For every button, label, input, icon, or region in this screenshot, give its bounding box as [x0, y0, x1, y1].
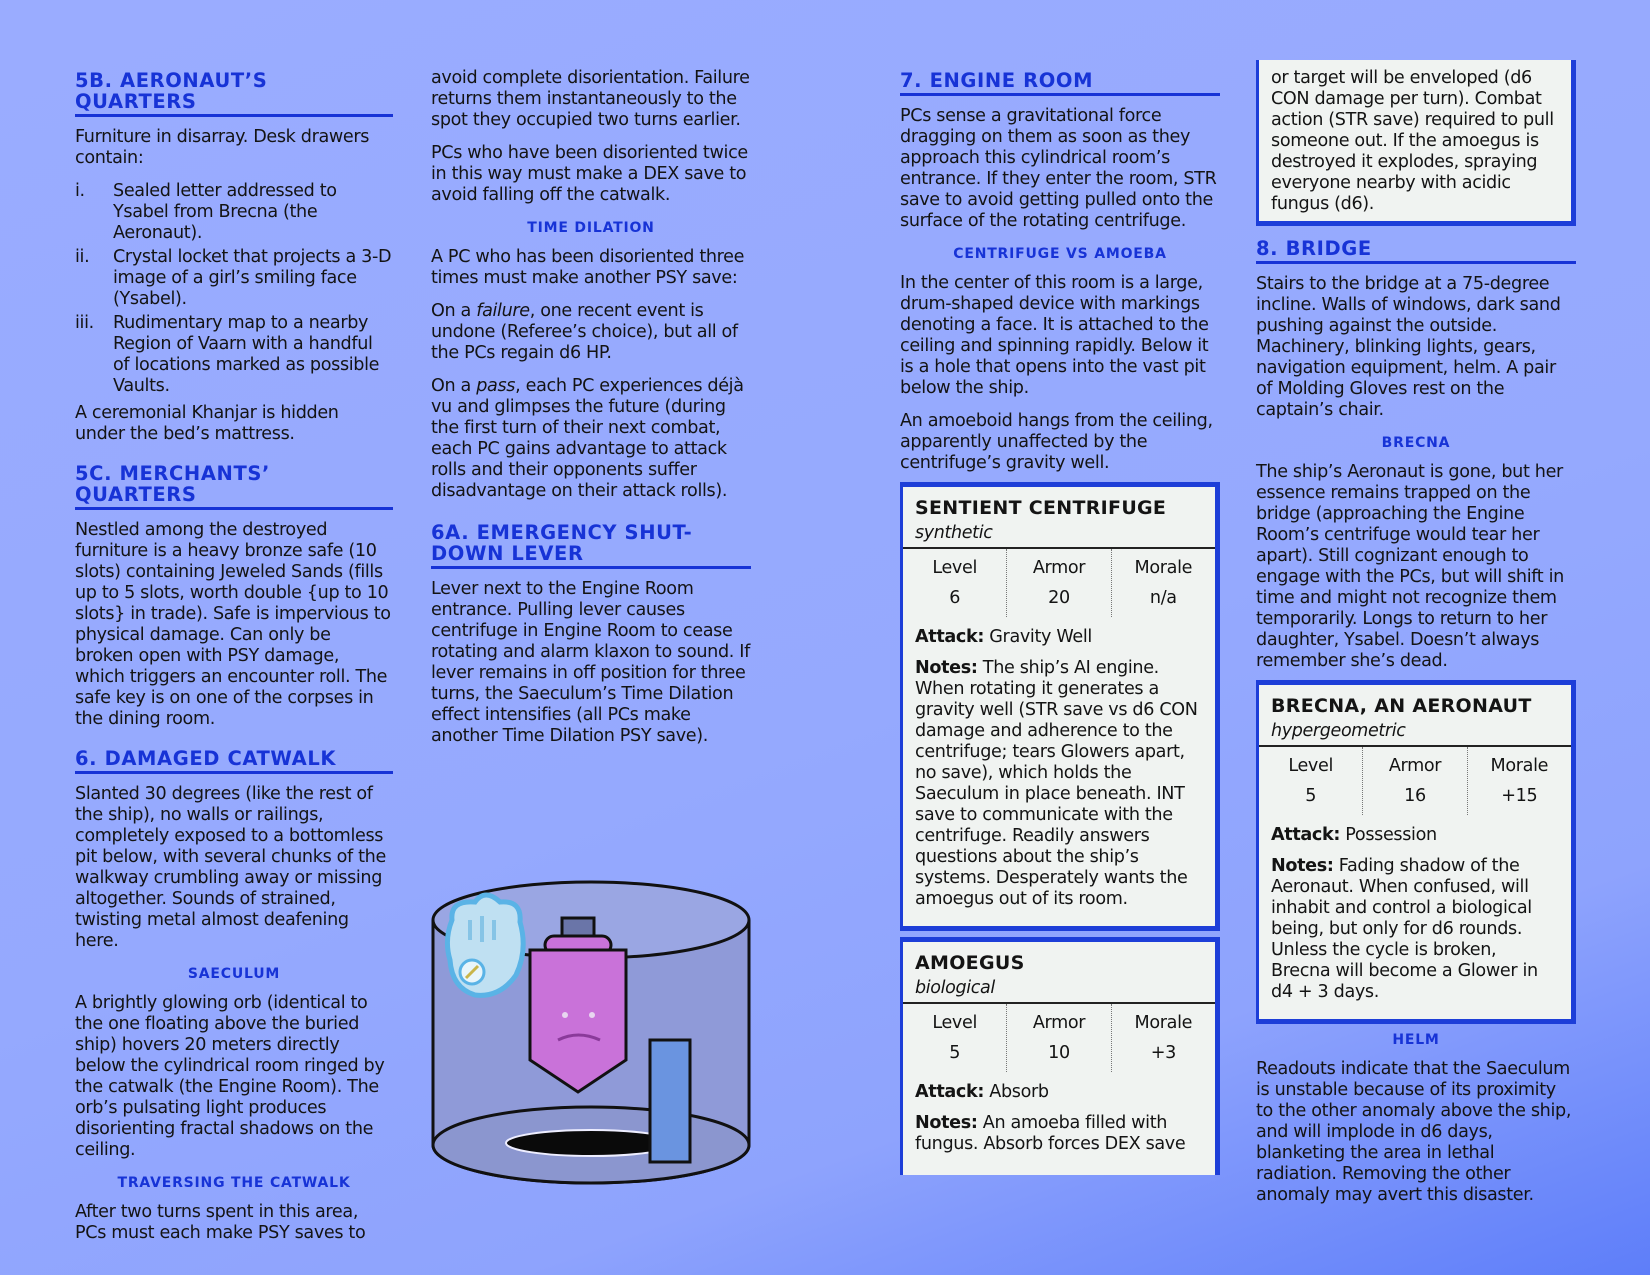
statblock-name: SENTIENT CENTRIFUGE	[915, 497, 1167, 519]
stat-armor: Armor 16	[1363, 747, 1467, 815]
subheading-saeculum: SAECULUM	[187, 966, 281, 982]
paragraph: PCs who have been disoriented twice in this way must make a DEX save to avoid falling off the catwalk.	[431, 143, 748, 205]
notes-line: Notes: Fading shadow of the Aeronaut. When confused, will inhabit and control a biological being, but only for d6 rounds. Unless the cycle is broken, Brecna will become a Glower in d4 + 3 days.	[1271, 856, 1538, 1002]
subheading-helm: HELM	[1392, 1032, 1440, 1048]
engine-room-illustration	[430, 880, 752, 1202]
paragraph: The ship’s Aeronaut is gone, but her essence remains trapped on the bridge (approaching the Engine Room’s centrifuge would tear her apart). Still cognizant enough to engage with the PCs, but will shift in time and might not recognize them temporarily. Longs to return to her daughter, Ysabel. Doesn’t always remember she’s dead.	[1256, 462, 1564, 671]
column-1	[75, 68, 393, 1256]
paragraph: An amoeboid hangs from the ceiling, apparently unaffected by the centrifuge’s gravity well.	[900, 411, 1213, 473]
statblock-amoegus	[900, 937, 1220, 1175]
subheading-brecna: BRECNA	[1381, 435, 1451, 451]
list-item: ii. Crystal locket that projects a 3-D image of a girl’s smiling face (Ysabel).	[75, 247, 392, 309]
paragraph: A ceremonial Khanjar is hidden under the bed’s mattress.	[75, 403, 339, 444]
statblock-type: biological	[915, 978, 995, 998]
heading-5c: 5C. MERCHANTS’ QUARTERS	[75, 461, 393, 510]
stat-morale: Morale +3	[1134, 1013, 1193, 1063]
column-4	[1256, 60, 1576, 1218]
drawer-list	[75, 181, 393, 397]
subheading-centrifuge-vs-amoeba: CENTRIFUGE VS AMOEBA	[953, 246, 1167, 262]
paragraph: avoid complete disorientation. Failure returns them instantaneously to the spot they occupied two turns earlier.	[431, 68, 750, 130]
paragraph: On a failure, one recent event is undone (Referee’s choice), but all of the PCs regain d6 HP.	[431, 301, 738, 363]
paragraph: Lever next to the Engine Room entrance. Pulling lever causes centrifuge in Engine Room to cease rotating and alarm klaxon to sound. If lever remains in off position for three turns, the Saeculum’s Time Dilation effect intensifies (all PCs make another Time Dilation PSY save).	[431, 579, 750, 746]
notes-line: Notes: The ship’s AI engine. When rotating it generates a gravity well (STR save vs d6 CON damage and adherence to the centrifuge; tears Glowers apart, no save), which holds the Saeculum in place beneath. INT save to communicate with the centrifuge. Readily answers questions about the ship’s systems. Desperately wants the amoegus out of its room.	[915, 658, 1198, 909]
door-icon	[650, 1040, 690, 1162]
stat-level: Level 5	[903, 1004, 1007, 1072]
paragraph: Nestled among the destroyed furniture is a heavy bronze safe (10 slots) containing Jeweled Sands (fills up to 5 slots, worth double {up to 10 slots} in trade). Safe is impervious to physical damage. Can only be broken open with PSY damage, which triggers an encounter roll. The safe key is on one of the corpses in the dining room.	[75, 520, 391, 729]
attack-line: Attack: Gravity Well	[915, 627, 1092, 647]
paragraph: Slanted 30 degrees (like the rest of the ship), no walls or railings, completely exposed to a bottomless pit below, with several chunks of the walkway crumbling away or missing altogether. Sounds of strained, twisting metal almost deafening here.	[75, 784, 386, 951]
statblock-type: synthetic	[915, 523, 993, 543]
statblock-type: hypergeometric	[1271, 721, 1406, 741]
paragraph: Furniture in disarray. Desk drawers contain:	[75, 127, 370, 168]
paragraph: Readouts indicate that the Saeculum is unstable because of its proximity to the other anomaly above the ship, and will implode in d6 days, blanketing the area in lethal radiation. Removing the other anomaly may avert this disaster.	[1256, 1059, 1572, 1205]
list-item: i. Sealed letter addressed to Ysabel from Brecna (the Aeronaut).	[75, 181, 337, 243]
stat-armor: Armor 20	[1007, 549, 1111, 617]
statblock-name: AMOEGUS	[915, 952, 1025, 974]
paragraph: PCs sense a gravitational force dragging on them as soon as they approach this cylindrical room’s entrance. If they enter the room, STR save to avoid getting pulled onto the surface of the rotating centrifuge.	[900, 106, 1217, 231]
subheading-time-dilation: TIME DILATION	[527, 220, 655, 236]
stat-level: Level 6	[903, 549, 1007, 617]
amoeba-creature-icon	[447, 895, 523, 995]
heading-6: 6. DAMAGED CATWALK	[75, 746, 393, 774]
statblock-sentient-centrifuge	[900, 482, 1220, 931]
stat-row	[1259, 745, 1571, 815]
column-3	[900, 68, 1220, 1181]
heading-7: 7. ENGINE ROOM	[900, 68, 1220, 96]
statblock-name: BRECNA, AN AERONAUT	[1271, 695, 1532, 717]
attack-line: Attack: Possession	[1271, 825, 1437, 845]
paragraph: In the center of this room is a large, drum-shaped device with markings denoting a face. It is attached to the ceiling and spinning rapidly. Below it is a hole that opens into the vast pit below the ship.	[900, 273, 1209, 398]
heading-6a: 6A. EMERGENCY SHUT-DOWN LEVER	[431, 520, 751, 569]
stat-morale: Morale n/a	[1134, 558, 1193, 608]
paragraph: On a pass, each PC experiences déjà vu and glimpses the future (during the first turn of their next combat, each PC gains advantage to attack rolls and their opponents suffer disadvantage on their attack rolls).	[431, 376, 744, 501]
notes-continued: or target will be enveloped (d6 CON damage per turn). Combat action (STR save) required to pull someone out. If the amoegus is destroyed it explodes, spraying everyone nearby with acidic fungus (d6).	[1271, 68, 1554, 214]
stat-level: Level 5	[1259, 747, 1363, 815]
stat-row	[903, 547, 1215, 617]
list-item: iii. Rudimentary map to a nearby Region of Vaarn with a handful of locations marked as possible Vaults.	[75, 313, 380, 396]
notes-line: Notes: An amoeba filled with fungus. Absorb forces DEX save	[915, 1113, 1186, 1154]
stat-armor: Armor 10	[1007, 1004, 1111, 1072]
paragraph: Stairs to the bridge at a 75-degree incline. Walls of windows, dark sand pushing against the outside. Machinery, blinking lights, gears, navigation equipment, helm. A pair of Molding Gloves rest on the captain’s chair.	[1256, 274, 1561, 420]
paragraph: After two turns spent in this area, PCs must each make PSY saves to	[75, 1202, 366, 1243]
paragraph: A brightly glowing orb (identical to the one floating above the buried ship) hovers 20 meters directly below the cylindrical room ringed by the catwalk (the Engine Room). The orb’s pulsating light produces disorienting fractal shadows on the ceiling.	[75, 993, 385, 1160]
column-2	[431, 68, 751, 759]
attack-line: Attack: Absorb	[915, 1082, 1049, 1102]
heading-8: 8. BRIDGE	[1256, 236, 1576, 264]
statblock-amoegus-continued	[1256, 60, 1576, 226]
subheading-traversing: TRAVERSING THE CATWALK	[117, 1175, 351, 1191]
paragraph: A PC who has been disoriented three times must make another PSY save:	[431, 247, 745, 288]
heading-5b: 5B. AERONAUT’S QUARTERS	[75, 68, 393, 117]
centrifuge-face-icon	[530, 918, 626, 1092]
stat-morale: Morale +15	[1490, 756, 1549, 806]
statblock-brecna	[1256, 680, 1576, 1024]
stat-row	[903, 1002, 1215, 1072]
